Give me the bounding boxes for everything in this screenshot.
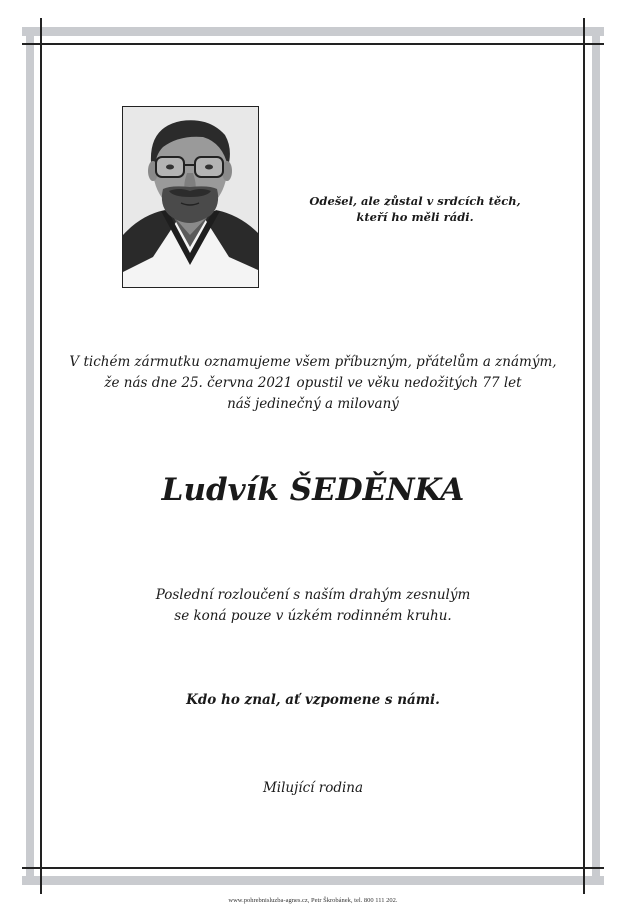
farewell-line-2: se koná pouze v úzkém rodinném kruhu. xyxy=(174,608,452,624)
remembrance-text: Kdo ho znal, ať vzpomene s námi. xyxy=(186,692,440,708)
portrait-photo xyxy=(122,106,259,288)
farewell-line-1: Poslední rozloučení s naším drahým zesnulým xyxy=(155,587,471,603)
announcement-line-1: V tichém zármutku oznamujeme všem příbuzným, přátelům a známým, xyxy=(69,354,557,370)
frame-bottom-line xyxy=(22,867,604,869)
frame-right-line xyxy=(583,18,585,894)
frame-left-band xyxy=(26,27,34,885)
announcement-line-2: že nás dne 25. června 2021 opustil ve věku nedožitých 77 let xyxy=(104,375,522,391)
frame-left-line xyxy=(40,18,42,894)
frame-right-band xyxy=(592,27,600,885)
announcement-line-3: náš jedinečný a milovaný xyxy=(227,396,399,412)
farewell-text xyxy=(30,585,596,627)
frame-top-band xyxy=(22,27,604,36)
motto-quote xyxy=(300,193,530,225)
frame-top-line xyxy=(22,43,604,45)
portrait-illustration xyxy=(123,107,258,287)
announcement-text xyxy=(30,352,596,415)
deceased-name: Ludvík ŠEDĚNKA xyxy=(161,472,465,508)
footer-contact: www.pohrebnisluzba-agnes.cz, Petr Škrobánek, tel. 800 111 202. xyxy=(228,897,398,904)
family-signature: Milující rodina xyxy=(262,780,364,796)
motto-line-1: Odešel, ale zůstal v srdcích těch, xyxy=(309,194,521,208)
motto-line-2: kteří ho měli rádi. xyxy=(356,210,474,224)
frame-bottom-band xyxy=(22,876,604,885)
